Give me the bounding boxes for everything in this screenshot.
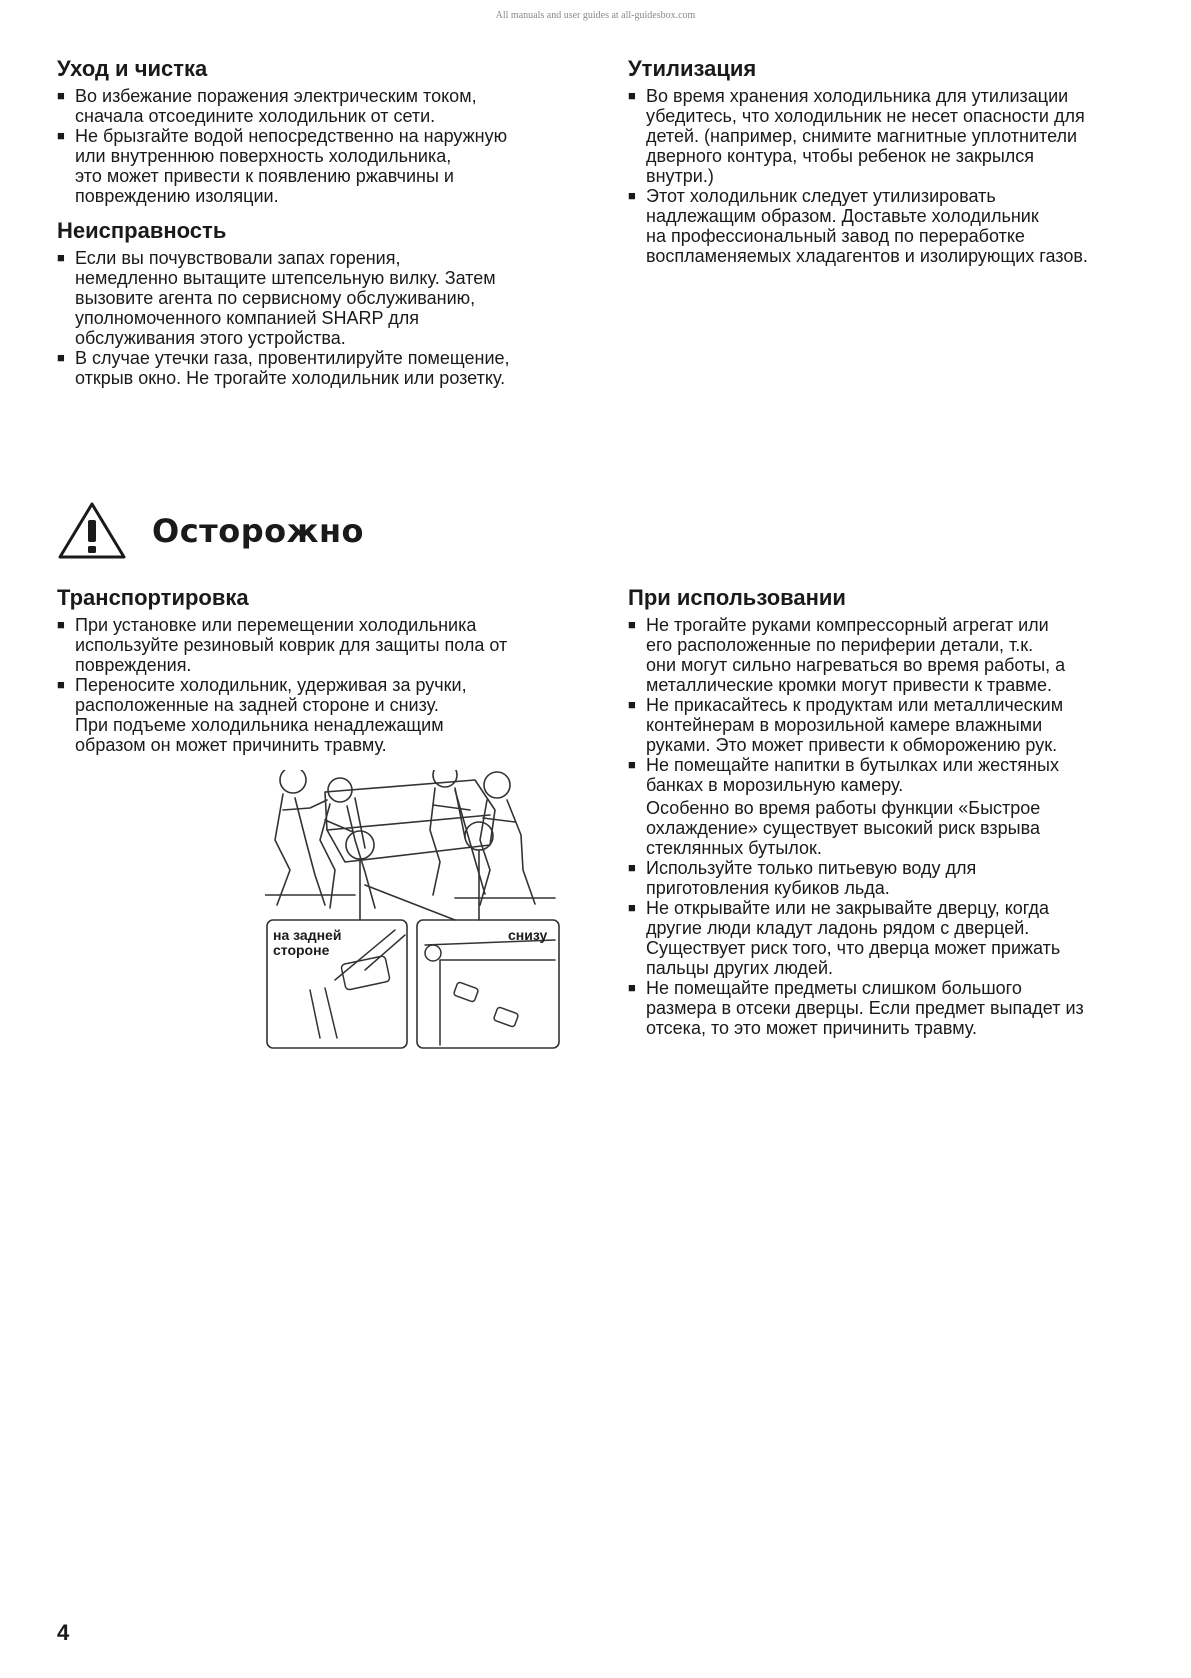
text-line: руками. Это может привести к обморожению рук. (646, 735, 1058, 755)
text-line: стороне (273, 942, 330, 958)
text-line: стеклянных бутылок. (646, 838, 822, 858)
list-item (57, 675, 577, 755)
text-line: уполномоченного компанией SHARP для (75, 308, 419, 328)
section-title: При использовании (628, 585, 846, 610)
text-line: это может привести к появлению ржавчины и (75, 166, 454, 186)
text-line: При подъеме холодильника ненадлежащим (75, 715, 444, 735)
text-line: ■ Используйте только питьевую воду для (646, 858, 977, 878)
text-line: его расположенные по периферии детали, т.к. (646, 635, 1034, 655)
text-line: Особенно во время работы функции «Быстрое (646, 798, 1041, 818)
text-line: охлаждение» существует высокий риск взрыва (646, 818, 1040, 838)
text-line: внутри.) (646, 166, 714, 186)
text-line: пальцы других людей. (646, 958, 833, 978)
text-line: они могут сильно нагреваться во время работы, а (646, 655, 1066, 675)
header-note: All manuals and user guides at all-guidesbox.com (495, 10, 696, 21)
text-line: образом он может причинить травму. (75, 735, 387, 755)
list-item (57, 126, 577, 206)
section-disposal (628, 56, 1148, 266)
text-line: повреждению изоляции. (75, 186, 279, 206)
carrying-illustration (265, 770, 565, 1050)
list-item (57, 86, 577, 126)
text-line: немедленно вытащите штепсельную вилку. Затем (75, 268, 496, 288)
list-item (628, 755, 1148, 795)
section-transport (57, 585, 577, 755)
caution-header (57, 500, 457, 560)
text-line: ■ Не брызгайте водой непосредственно на наружную (75, 126, 508, 146)
text-line: сначала отсоедините холодильник от сети. (75, 106, 436, 126)
list-item (57, 348, 577, 388)
text-line: другие люди кладут ладонь рядом с дверцей. (646, 918, 1030, 938)
text-line: открыв окно. Не трогайте холодильник или розетку. (75, 368, 506, 388)
text-line: надлежащим образом. Доставьте холодильник (646, 206, 1039, 226)
section-care (57, 56, 577, 206)
text-line: ■ Не трогайте руками компрессорный агрегат или (646, 615, 1049, 635)
section-usage (628, 585, 1148, 1038)
bottle-warning-note (628, 798, 1148, 858)
text-line: ■ Переносите холодильник, удерживая за ручки, (75, 675, 467, 695)
text-line: обслуживания этого устройства. (75, 328, 346, 348)
text-line: ■ Не помещайте предметы слишком большого (646, 978, 1022, 998)
text-line: используйте резиновый коврик для защиты пола от (75, 635, 508, 655)
text-line: ■ Этот холодильник следует утилизировать (646, 186, 996, 206)
caution-title: Осторожно (152, 512, 365, 550)
text-line: ■ При установке или перемещении холодильника (75, 615, 477, 635)
inset-label-back (273, 928, 341, 958)
text-line: ■ Во время хранения холодильника для утилизации (646, 86, 1069, 106)
text-line: повреждения. (75, 655, 192, 675)
list-item (628, 858, 1148, 898)
text-line: на профессиональный завод по переработке (646, 226, 1025, 246)
section-title: Уход и чистка (57, 56, 208, 81)
text-line: ■ Не прикасайтесь к продуктам или металлическим (646, 695, 1064, 715)
warning-triangle-icon (57, 500, 127, 560)
list-item (628, 615, 1148, 695)
text-line: дверного контура, чтобы ребенок не закрылся (646, 146, 1035, 166)
people-carrying-fridge-illustration (265, 770, 565, 1050)
text-line: убедитесь, что холодильник не несет опасности для (646, 106, 1085, 126)
text-line: или внутреннюю поверхность холодильника, (75, 146, 452, 166)
section-title: Неисправность (57, 218, 227, 243)
section-malfunction (57, 218, 577, 388)
text-line: отсека, то это может причинить травму. (646, 1018, 977, 1038)
list-item (628, 186, 1148, 266)
inset-label-bottom: снизу (508, 927, 548, 943)
text-line: ■ Не помещайте напитки в бутылках или жестяных (646, 755, 1059, 775)
text-line: ■ Не открывайте или не закрывайте дверцу, когда (646, 898, 1050, 918)
text-line: ■ Если вы почувствовали запах горения, (75, 248, 401, 268)
text-line: металлические кромки могут привести к травме. (646, 675, 1053, 695)
text-line: вызовите агента по сервисному обслуживанию, (75, 288, 476, 308)
text-line: ■ В случае утечки газа, провентилируйте помещение, (75, 348, 510, 368)
list-item (628, 695, 1148, 755)
text-line: контейнерам в морозильной камере влажными (646, 715, 1043, 735)
list-item (57, 248, 577, 348)
list-item (628, 898, 1148, 978)
section-title: Транспортировка (57, 585, 249, 610)
section-title: Утилизация (628, 56, 757, 81)
text-line: детей. (например, снимите магнитные уплотнители (646, 126, 1078, 146)
text-line: Существует риск того, что дверца может прижать (646, 938, 1061, 958)
list-item (628, 978, 1148, 1038)
list-item (628, 86, 1148, 186)
text-line: ■ Во избежание поражения электрическим током, (75, 86, 477, 106)
text-line: воспламеняемых хладагентов и изолирующих газов. (646, 246, 1088, 266)
text-line: приготовления кубиков льда. (646, 878, 890, 898)
text-line: банках в морозильную камеру. (646, 775, 904, 795)
text-line: размера в отсеки дверцы. Если предмет выпадет из (646, 998, 1084, 1018)
list-item (57, 615, 577, 675)
text-line: расположенные на задней стороне и снизу. (75, 695, 439, 715)
text-line: на задней (273, 927, 342, 943)
page-number: 4 (57, 1620, 70, 1645)
